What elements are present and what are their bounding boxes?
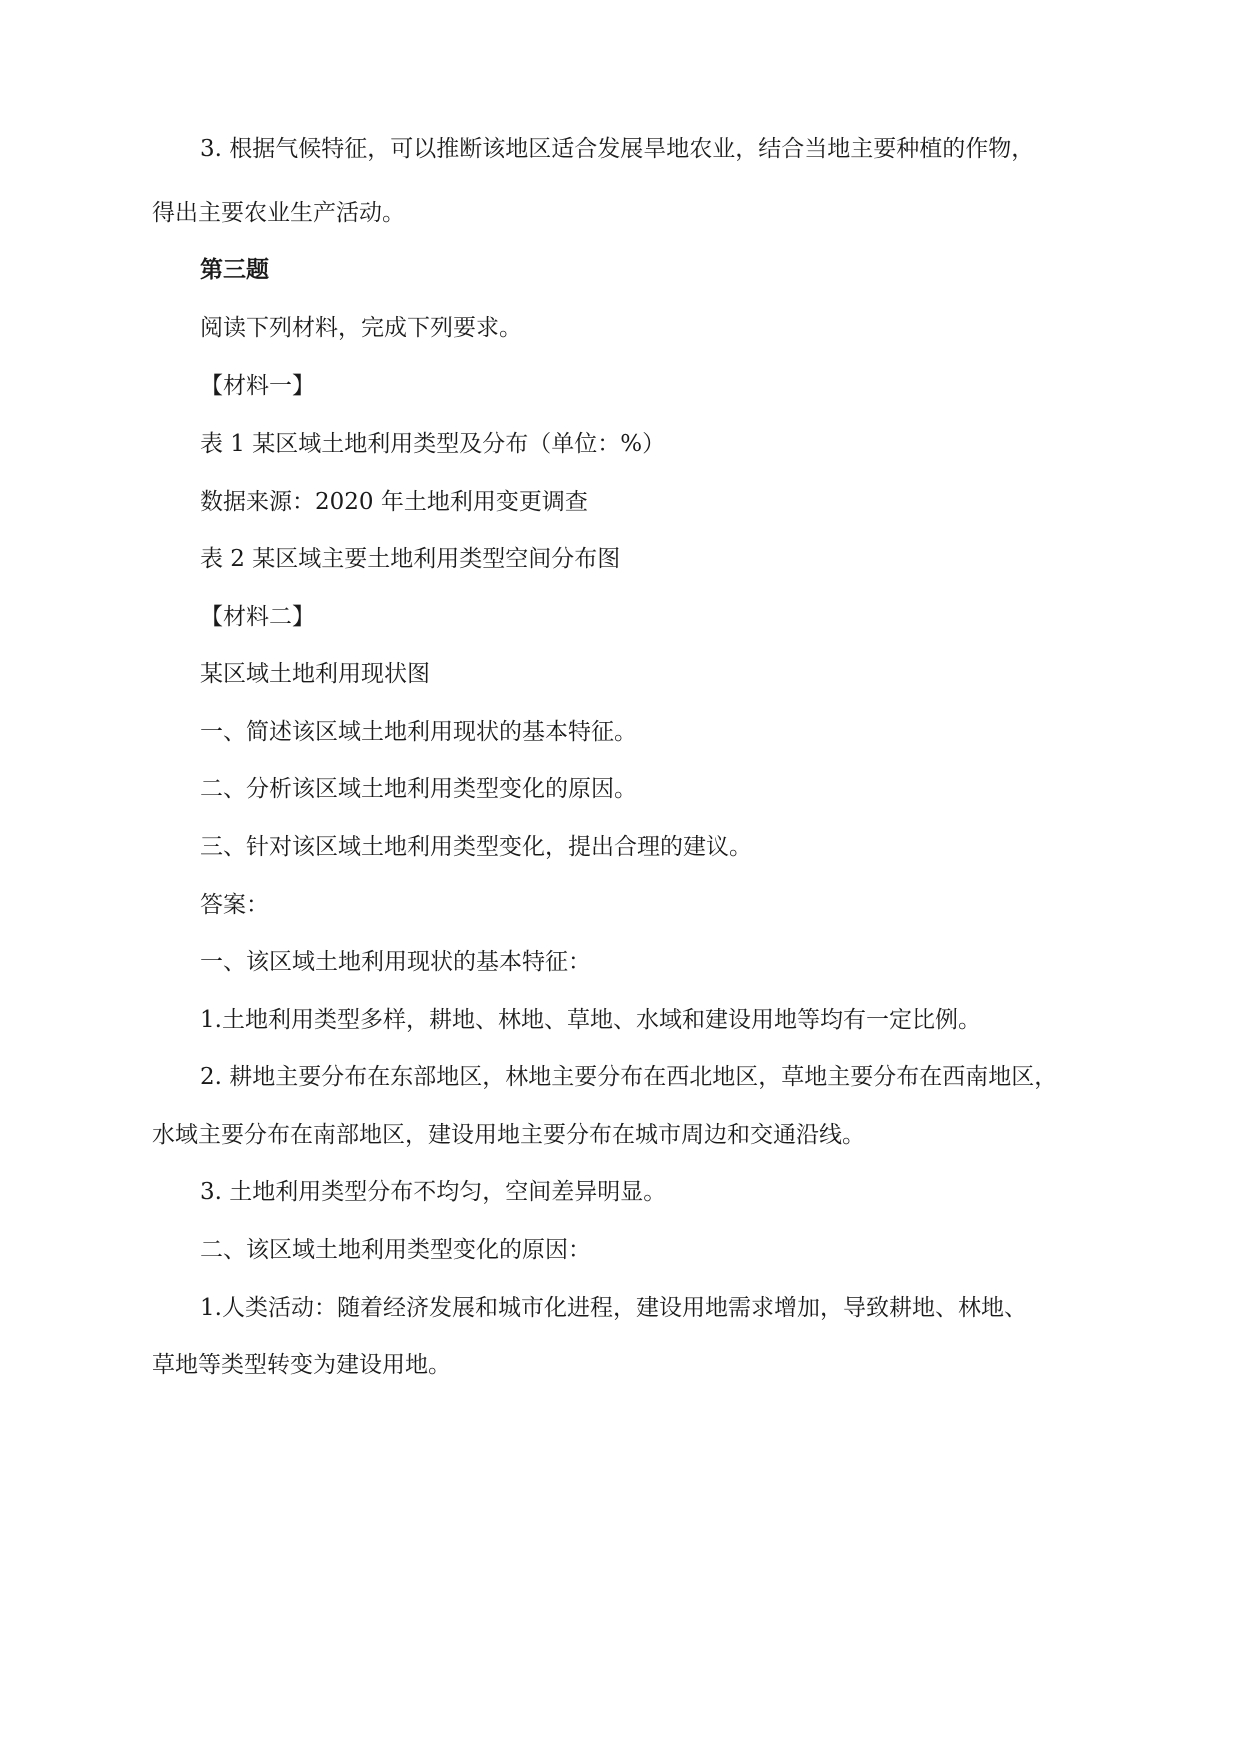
answer-two-heading: 二、该区域土地利用类型变化的原因： [200, 1237, 591, 1263]
paragraph-line: 1.人类活动：随着经济发展和城市化进程，建设用地需求增加，导致耕地、林地、 [200, 1295, 1027, 1321]
table-one-caption: 表 1 某区域土地利用类型及分布（单位：%） [200, 431, 666, 457]
paragraph-instruction: 阅读下列材料，完成下列要求。 [200, 315, 522, 341]
answer-one-point-two [152, 1045, 1112, 1109]
question-two: 二、分析该区域土地利用类型变化的原因。 [200, 776, 637, 802]
paragraph-line: 3. 根据气候特征，可以推断该地区适合发展旱地农业，结合当地主要种植的作物， [200, 136, 1035, 162]
answer-one-point-three: 3. 土地利用类型分布不均匀，空间差异明显。 [200, 1179, 667, 1205]
answer-one-heading: 一、该区域土地利用现状的基本特征： [200, 949, 591, 975]
table-two-caption: 表 2 某区域主要土地利用类型空间分布图 [200, 546, 621, 572]
paragraph-line: 得出主要农业生产活动。 [152, 200, 405, 226]
answer-one-point-one: 1.土地利用类型多样，耕地、林地、草地、水域和建设用地等均有一定比例。 [200, 1007, 981, 1033]
paragraph-line: 2. 耕地主要分布在东部地区，林地主要分布在西北地区，草地主要分布在西南地区， [200, 1064, 1058, 1090]
map-caption: 某区域土地利用现状图 [200, 661, 430, 687]
question-one: 一、简述该区域土地利用现状的基本特征。 [200, 719, 637, 745]
paragraph-line: 水域主要分布在南部地区，建设用地主要分布在城市周边和交通沿线。 [152, 1122, 865, 1148]
paragraph-line: 草地等类型转变为建设用地。 [152, 1352, 451, 1378]
question-three: 三、针对该区域土地利用类型变化，提出合理的建议。 [200, 834, 752, 860]
data-source-line: 数据来源：2020 年土地利用变更调查 [200, 489, 588, 515]
answer-two-point-one-cont [152, 1333, 1112, 1397]
material-one-heading: 【材料一】 [200, 373, 315, 399]
section-heading-question-three: 第三题 [200, 256, 269, 283]
answer-heading: 答案： [200, 892, 269, 918]
paragraph-climate-inference [152, 117, 1112, 181]
answer-two-point-one [152, 1276, 1112, 1340]
answer-one-point-two-cont [152, 1103, 1112, 1167]
material-two-heading: 【材料二】 [200, 604, 315, 630]
paragraph-climate-inference-cont [152, 181, 1112, 245]
